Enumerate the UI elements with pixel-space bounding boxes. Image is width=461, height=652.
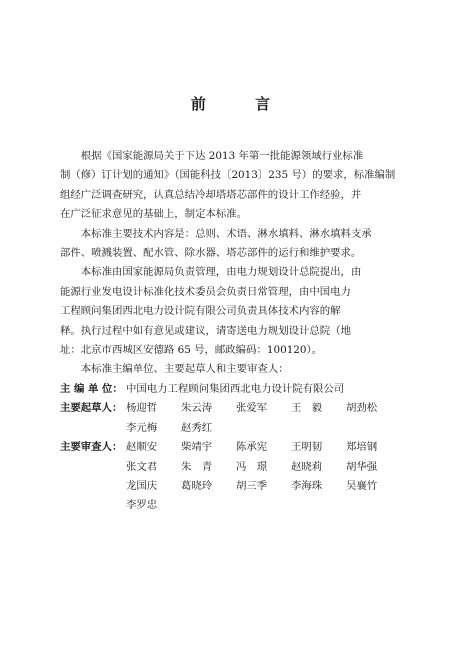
reviewers-list: [126, 438, 402, 516]
text-line: 本标准主编单位、主要起草人和主要审查人：: [80, 363, 289, 376]
reviewer-name: 朱 青: [181, 460, 213, 473]
reviewer-name: 冯 璟: [236, 460, 268, 473]
paragraph-credits-intro: [60, 360, 402, 379]
reviewer-name: 柴靖宇: [181, 441, 213, 454]
drafter-name: 张爱军: [236, 402, 268, 415]
reviewer-name: 胡三季: [236, 479, 268, 492]
reviewer-name: 龙国庆: [126, 479, 158, 492]
drafter-name: 王 毅: [291, 402, 323, 415]
text-line: 制（修）订计划的通知》（国能科技〔2013〕235 号）的要求，标准编制: [60, 169, 396, 182]
text-line: 址：北京市西城区安德路 65 号，邮政编码：100120）。: [60, 344, 323, 357]
text-line: 部件、喷溅装置、配水管、除水器、塔芯部件的运行和维护要求。: [60, 247, 362, 260]
editor-unit-value: 中国电力工程顾问集团西北电力设计院有限公司: [126, 382, 345, 395]
drafter-name: 赵秀红: [181, 421, 213, 434]
text-line: 组经广泛调查研究，认真总结冷却塔塔芯部件的设计工作经验，并: [60, 188, 362, 201]
document-body: [60, 147, 402, 516]
text-line: 工程顾问集团西北电力设计院有限公司负责具体技术内容的解: [60, 305, 341, 318]
text-line: 根据《国家能源局关于下达 2013 年第一批能源领域行业标准: [80, 150, 364, 162]
drafter-name: 李元梅: [126, 421, 158, 434]
text-line: 释。执行过程中如有意见或建议，请寄送电力规划设计总院（地: [60, 324, 351, 337]
text-line: 本标准由国家能源局负责管理，由电力规划设计总院提出，由: [80, 266, 362, 279]
drafter-name: 朱云涛: [181, 402, 213, 415]
reviewer-name: 葛晓玲: [181, 479, 213, 492]
reviewer-name: 赵晓莉: [291, 460, 323, 473]
reviewer-name: 李罗忠: [126, 499, 158, 512]
reviewer-name: 赵顺安: [126, 441, 158, 454]
drafter-name: 胡劲松: [346, 402, 378, 415]
reviewers-label: 主要审查人：: [60, 441, 123, 454]
editor-unit-row: [60, 380, 402, 399]
text-line: 本标准主要技术内容是：总则、术语、淋水填料、淋水填料支承: [80, 227, 372, 240]
reviewer-name: 李海珠: [291, 479, 323, 492]
reviewers-row: [60, 438, 402, 516]
paragraph-basis: [60, 147, 402, 225]
drafters-list: [126, 399, 402, 438]
reviewer-name: 吴襄竹: [346, 479, 378, 492]
page-title: 前 言: [190, 95, 293, 113]
paragraph-management: [60, 263, 402, 360]
drafters-row: [60, 399, 402, 438]
text-line: 在广泛征求意见的基础上，制定本标准。: [60, 208, 248, 221]
paragraph-contents: [60, 225, 402, 264]
reviewer-name: 陈承宪: [236, 441, 268, 454]
editor-unit-label: 主 编 单 位：: [60, 382, 123, 395]
reviewer-name: 胡华强: [346, 460, 378, 473]
drafters-label: 主要起草人：: [60, 402, 123, 415]
credits-section: [60, 380, 402, 516]
drafter-name: 杨迎哲: [126, 402, 158, 415]
reviewer-name: 张文君: [126, 460, 158, 473]
reviewer-name: 郑培钢: [346, 441, 378, 454]
text-line: 能源行业发电设计标准化技术委员会负责日常管理，由中国电力: [60, 285, 351, 298]
reviewer-name: 王明韧: [291, 441, 323, 454]
